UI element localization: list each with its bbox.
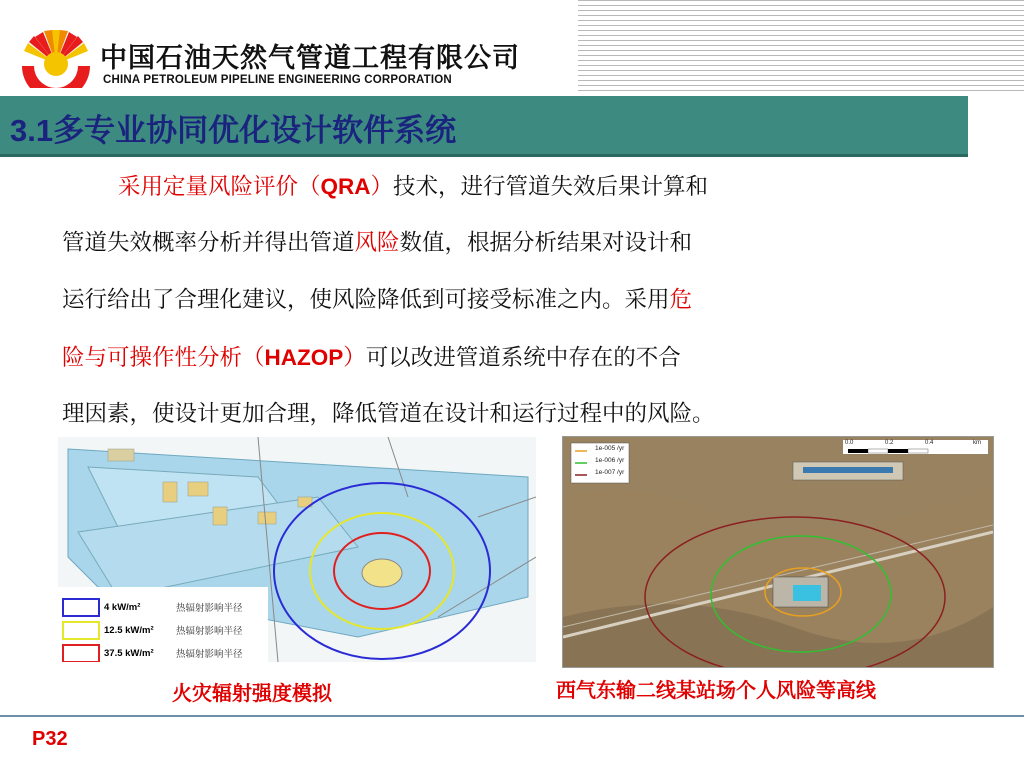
- para-line-1: 采用定量风险评价（QRA）技术，进行管道失效后果计算和: [118, 174, 709, 200]
- legend-item: 12.5 kW/m² 热辐射影响半径: [62, 620, 243, 640]
- para-line-3: 运行给出了合理化建议，使风险降低到可接受标准之内。采用危: [62, 287, 693, 313]
- legend-item: 4 kW/m² 热辐射影响半径: [62, 597, 243, 617]
- page-number: P32: [32, 728, 68, 750]
- company-name-cn: 中国石油天然气管道工程有限公司: [100, 43, 520, 74]
- cnpc-logo: [20, 26, 92, 88]
- para-line-2: 管道失效概率分析并得出管道风险数值，根据分析结果对设计和: [62, 230, 693, 256]
- scale-tick-0: 0.0: [845, 440, 854, 446]
- scale-tick-1: 0.2: [885, 440, 894, 446]
- header-stripes: [578, 0, 1024, 92]
- caption-fire-radiation: 火灾辐射强度模拟: [172, 681, 332, 705]
- risk-contour-figure: [562, 436, 994, 668]
- risk-legend-2: 1e-006 /yr: [595, 457, 625, 464]
- footer-divider: [0, 715, 1024, 717]
- caption-risk-contour: 西气东输二线某站场个人风险等高线: [556, 678, 876, 702]
- legend-swatch-yellow: [62, 621, 100, 640]
- para-line-5: 理因素，使设计更加合理，降低管道在设计和运行过程中的风险。: [62, 401, 715, 427]
- risk-legend-3: 1e-007 /yr: [595, 469, 625, 476]
- company-name-en: CHINA PETROLEUM PIPELINE ENGINEERING CORPORATION: [103, 74, 452, 86]
- slide-title: [10, 105, 456, 150]
- scale-tick-2: 0.4: [925, 440, 934, 446]
- radiation-legend: [62, 597, 243, 662]
- risk-legend-1: 1e-005 /yr: [595, 445, 625, 452]
- legend-swatch-blue: [62, 598, 100, 617]
- section-title-text: 多专业协同优化设计软件系统: [53, 113, 457, 149]
- section-number: 3.1: [10, 113, 54, 148]
- legend-item: 37.5 kW/m² 热辐射影响半径: [62, 643, 243, 662]
- fire-radiation-figure: [58, 437, 536, 662]
- legend-swatch-red: [62, 644, 100, 663]
- body-paragraph: [62, 158, 952, 443]
- para-line-4: 险与可操作性分析（HAZOP）可以改进管道系统中存在的不合: [62, 345, 681, 371]
- scale-unit: km: [973, 440, 981, 446]
- satellite-map: [563, 437, 993, 667]
